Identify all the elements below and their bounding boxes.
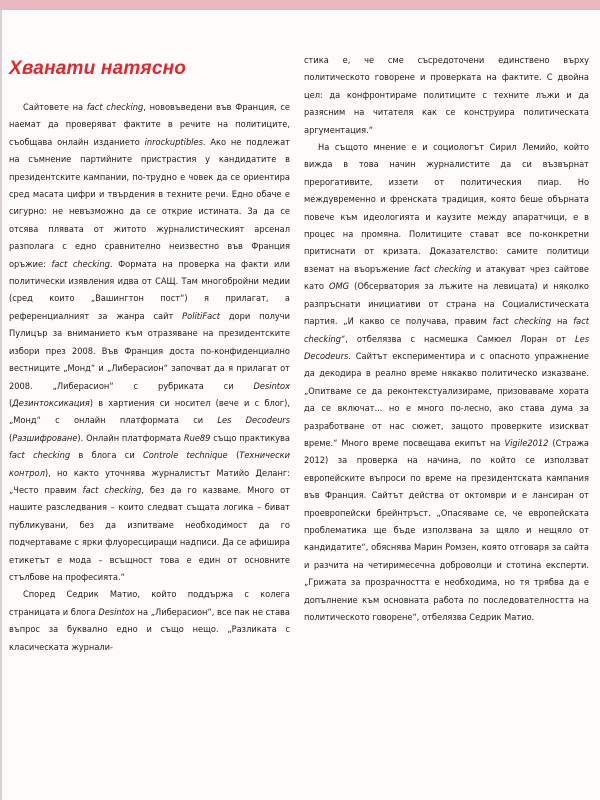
- italic-term: OMG: [329, 281, 350, 293]
- italic-term: PolitiFact: [182, 310, 220, 322]
- text-run: . Сайтът експериментира и с опасното упражнение да декодира в реално време някакво политическо изказване. „Опитваме се да реконтекстуализираме, призоваваме хората да се включат... но е много по-лесно, ако става дума за разработване от нас сюжет, защото проверките изискват време.“ Много време посвещава екипът на: [304, 350, 589, 449]
- text-run: стика е, че сме съсредоточени единствено върху политическото говорене и проверката на фактите. С двойна цел: да конфронтираме политиците с техните лъжи и да разясним на читателя как се конструира политическата аргументация.“: [304, 55, 589, 136]
- text-run: ). Онлайн платформата: [77, 432, 184, 444]
- text-run: На същото мнение е и социологът Сирил Лемийо, който вижда в това начин журналистите да си възвърнат прерогативите, иззети от политическия пиар. Но междувременно и френската традиция, която беше обърната повече към идеологията и каузите между апаратчици, е в процес на промяна. Политиците стават все по-конкретни притиснати от кризата. Доказателство: самите политици вземат на въоръжение: [304, 142, 589, 275]
- italic-term: Разшифроване: [12, 432, 78, 444]
- italic-term: Les Decodeurs: [217, 415, 291, 427]
- italic-term: Controle technique: [143, 450, 228, 462]
- text-run: (Стража 2012) за проверка на начина, по който се използват европейските въпроси по време на президентската кампания във Франция. Сайтът действа от октомври и е лансиран от проевропейски брейнтръст. „Опасяваме се, че европейската проблематика ще бъде използвана за щяло и нещяло от кандидатите“, обяснява Марин Ромзен, която отговаря за сайта и разчита на четиримесечна доброволци и стотина експерти. „Грижата за прозрачността е необходима, но тя трябва да е допълнение към основната работа по последователността на политическото говорене“, отбелязва Седрик Матио.: [304, 437, 589, 623]
- text-run: “, отбелязва с насмешка Самюел Лоран от: [341, 333, 575, 345]
- italic-term: fact checking: [9, 450, 71, 462]
- text-run: на: [551, 316, 574, 328]
- text-run: в блога си: [70, 450, 144, 462]
- text-run: (: [227, 450, 240, 462]
- text-run: дори получи Пулицър за вниманието към отразяване на президентските избори през 2008. Във Франция доста по-конфиденциално вестниците „Монд“ и „Либерасион“ започват да я прилагат от 2008. „Либерасион“ с рубриката си: [9, 310, 291, 392]
- article-paragraph: [9, 586, 290, 656]
- italic-term: inrockuptibles: [144, 136, 203, 148]
- text-run: , без да го казваме. Много от нашите разследвания – които следват същата логика – биват публикувани, без да изпитваме необходимост да го подчертаваме с ярки флуоресциращи надписи. Да се афишира етикетът е мода – всъщност това е един от основните стълбове на професията.“: [9, 484, 290, 583]
- text-run: , нововъведени във Франция, се наемат да проверяват фактите в речите на политиците, съобщава онлайн изданието: [9, 102, 290, 148]
- italic-term: Rue89: [183, 432, 211, 444]
- text-run: Според Седрик Матио, който поддържа с колега страницата и блога: [9, 589, 290, 618]
- italic-term: fact checking: [492, 316, 552, 328]
- text-run: . Формата на проверка на факти или политически изявления идва от САЩ. Там многобройни медии (сред които „Вашингтон пост“) я прилагат, а референциалният за жанра сайт: [9, 258, 290, 322]
- italic-term: Les Decodeurs: [304, 333, 589, 362]
- article-paragraph: [304, 52, 589, 139]
- italic-term: fact checking: [82, 484, 142, 496]
- italic-term: fact checking: [413, 263, 472, 275]
- italic-term: Desintox: [253, 380, 290, 392]
- text-run: на „Либерасион“, все пак не става въпрос за буквално едно и също нещо. „Разликата с класическата журнали-: [9, 606, 290, 653]
- italic-term: Desintox: [98, 606, 135, 618]
- text-run: (: [9, 432, 13, 444]
- text-run: също практикува: [210, 432, 290, 444]
- text-run: . Ако не подлежат на съмнение партийните пристрастия у кандидатите в президентските кампании, по-трудно е човек да се ориентира сред масата цифри и твърдения в техните речи. Едно обаче е сигурно: не невъзможно да се открие истината. За да се отсява плявата от житото журналистическият арсенал разполага с едно сравнително неизвестно във Франция оръжие:: [9, 136, 290, 270]
- article-column-left: [9, 99, 290, 656]
- italic-term: Дезинтоксикация: [12, 397, 90, 409]
- text-run: ), но както уточнява журналистът Матийо Деланг: „Често правим: [9, 467, 290, 496]
- text-run: (: [9, 397, 13, 409]
- text-run: ) в хартиения си носител (вече и с блог), „Монд“ с онлайн платформата си: [9, 397, 290, 427]
- article-column-right: [304, 52, 589, 626]
- italic-term: fact checking: [51, 258, 110, 270]
- italic-term: Технически контрол: [9, 450, 290, 479]
- italic-term: Vigile2012: [504, 437, 549, 449]
- italic-term: fact checking: [304, 316, 589, 345]
- page-edge-shadow: [0, 10, 2, 800]
- top-color-band: [0, 0, 600, 10]
- text-run: Сайтовете на: [23, 102, 87, 113]
- text-run: (Обсерватория за лъжите на левицата) и няколко разпръснати инициативи от страна на Социалистическата партия. „И какво се получава, правим: [304, 281, 589, 328]
- article-paragraph: [304, 139, 589, 626]
- article-title: Хванати натясно: [9, 58, 187, 79]
- italic-term: fact checking: [86, 102, 144, 113]
- text-run: и атакуват чрез сайтове като: [304, 263, 589, 293]
- article-paragraph: [9, 99, 290, 586]
